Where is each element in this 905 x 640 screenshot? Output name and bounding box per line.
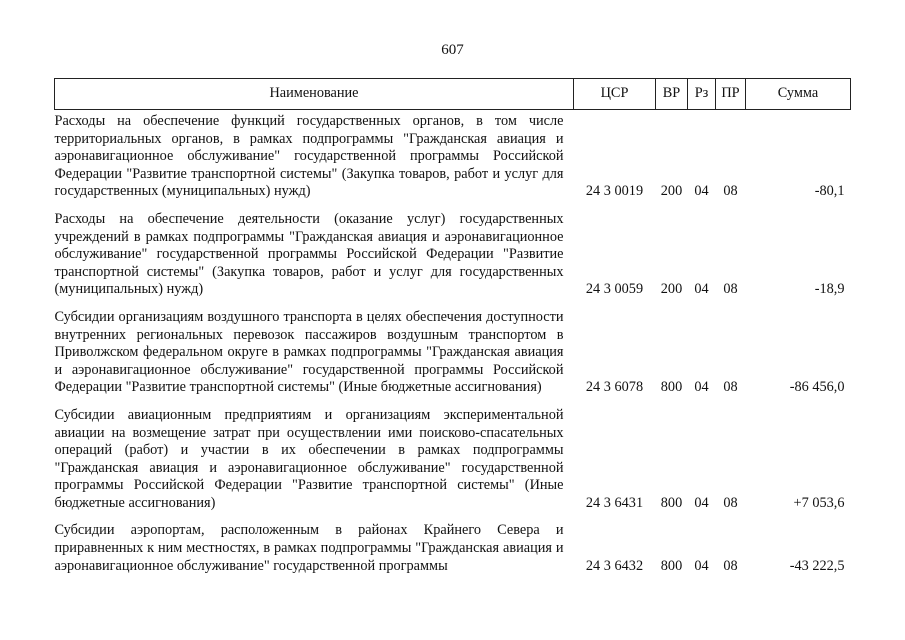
table-row — [55, 517, 851, 575]
row-name: Субсидии организациям воздушного транспорта в целях обеспечения доступности внутренних региональных перевозок пассажиров воздушным транспортом в Приволжском федеральном округе в рамках подпрограммы "Гражданская авиация и аэронавигационное обслуживание" государственной программы Российской Федерации "Развитие транспортной системы" (Иные бюджетные ассигнования) — [54, 308, 564, 396]
row-vr: 800 — [660, 494, 683, 511]
row-vr: 800 — [660, 379, 683, 396]
row-pr: 08 — [723, 494, 738, 511]
row-pr: 08 — [723, 379, 738, 396]
row-rz: 04 — [694, 557, 709, 574]
row-sum: -43 222,5 — [789, 557, 845, 574]
row-rz: 04 — [694, 379, 709, 396]
row-csr: 24 3 0019 — [585, 183, 644, 200]
header-rz: Рз — [688, 79, 716, 110]
header-sum: Сумма — [746, 79, 851, 110]
row-name: Субсидии авиационным предприятиям и организациям экспериментальной авиации на возмещение затрат при осуществлении ими поисково-спасательных операций (работ) и участии в их обеспечении в рамках подпрограммы "Гражданская авиация и аэронавигационное обслуживание" государственной программы Российской Федерации "Развитие транспортной системы" (Иные бюджетные ассигнования) — [54, 406, 564, 511]
table-row — [55, 304, 851, 402]
row-csr: 24 3 6078 — [585, 379, 644, 396]
row-vr: 800 — [660, 557, 683, 574]
table-row — [55, 206, 851, 304]
row-sum: -80,1 — [814, 183, 845, 200]
row-sum: -18,9 — [814, 281, 845, 298]
row-name: Расходы на обеспечение функций государственных органов, в том числе территориальных органов, в рамках подпрограммы "Гражданская авиация и аэронавигационное обслуживание" государственной программы Российской Федерации "Развитие транспортной системы" (Закупка товаров, работ и услуг для государственных (муниципальных) нужд) — [54, 113, 564, 200]
row-pr: 08 — [723, 557, 738, 574]
row-sum: -86 456,0 — [789, 379, 845, 396]
table-row — [55, 402, 851, 518]
header-name: Наименование — [55, 79, 574, 110]
header-csr: ЦСР — [574, 79, 656, 110]
row-rz: 04 — [694, 494, 709, 511]
row-name: Расходы на обеспечение деятельности (оказание услуг) государственных учреждений в рамках подпрограммы "Гражданская авиация и аэронавигационное обслуживание" государственной программы Российской Федерации "Развитие транспортной системы" (Закупка товаров, работ и услуг для государственных (муниципальных) нужд) — [54, 210, 564, 298]
row-vr: 200 — [660, 281, 683, 298]
row-rz: 04 — [694, 281, 709, 298]
table-header — [55, 79, 851, 110]
row-pr: 08 — [723, 281, 738, 298]
budget-table — [54, 78, 851, 575]
table-row — [55, 110, 851, 206]
header-row — [55, 79, 851, 110]
header-pr: ПР — [716, 79, 746, 110]
row-csr: 24 3 0059 — [585, 281, 644, 298]
table-body — [55, 110, 851, 576]
row-pr: 08 — [723, 183, 738, 200]
row-vr: 200 — [660, 183, 683, 200]
row-csr: 24 3 6432 — [585, 557, 644, 574]
row-sum: +7 053,6 — [793, 494, 845, 511]
row-name: Субсидии аэропортам, расположенным в районах Крайнего Севера и приравненных к ним местностях, в рамках подпрограммы "Гражданская авиация и аэронавигационное обслуживание" государственной программы — [54, 522, 564, 574]
page-number: 607 — [441, 42, 464, 58]
header-vr: ВР — [656, 79, 688, 110]
row-rz: 04 — [694, 183, 709, 200]
row-csr: 24 3 6431 — [585, 494, 644, 511]
